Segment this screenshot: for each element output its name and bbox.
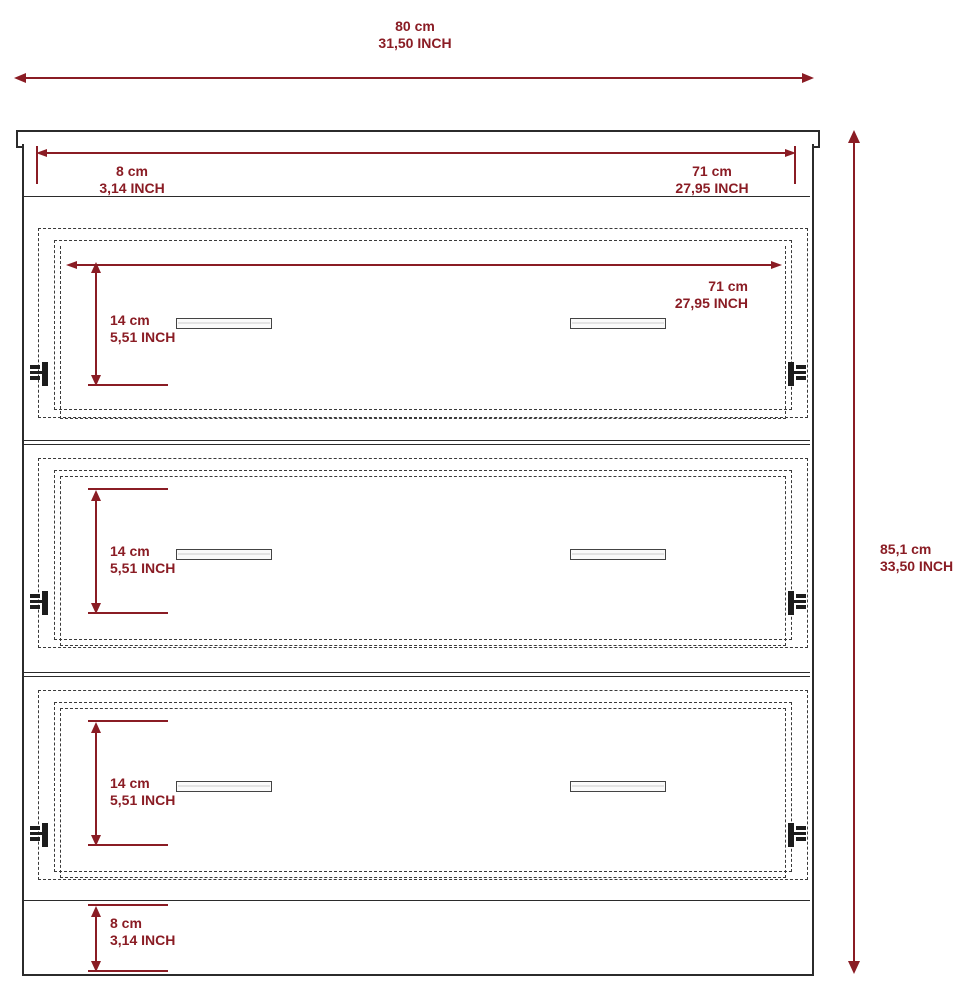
drawer-3-height-inch: 5,51 INCH — [110, 792, 176, 808]
drawer-1-slide-left — [30, 362, 52, 388]
drawer-1-height-arrow — [88, 262, 104, 386]
drawer-3-handle-right — [570, 781, 666, 792]
drawer-interior-width-arrow — [66, 258, 782, 272]
overall-width-arrow — [14, 70, 814, 86]
drawer-1-slide-right — [784, 362, 806, 388]
interior-width-top-inch: 27,95 INCH — [675, 180, 749, 196]
drawer-2-height-label — [110, 543, 175, 577]
base-tick-bottom — [88, 970, 168, 972]
overall-height-label — [880, 541, 953, 575]
base-height-label — [110, 915, 175, 949]
drawer-2-height-inch: 5,51 INCH — [110, 560, 176, 576]
divider-1b — [22, 444, 810, 445]
top-tick-right — [794, 146, 796, 184]
drawer-1-height-cm: 14 cm — [110, 312, 150, 328]
drawer-3-slide-right — [784, 823, 806, 849]
drawer-3-handle-left — [176, 781, 272, 792]
drawer-2-height-arrow — [88, 490, 104, 614]
drawer-1-handle-right — [570, 318, 666, 329]
top-offset-inch: 3,14 INCH — [99, 180, 165, 196]
divider-3 — [22, 900, 810, 901]
drawer-3-slide-left — [30, 823, 52, 849]
divider-2b — [22, 676, 810, 677]
drawer-3-tick-bottom — [88, 844, 168, 846]
drawer-interior-width-cm: 71 cm — [708, 278, 748, 294]
drawer-2-tick-bottom — [88, 612, 168, 614]
drawer-2-height-cm: 14 cm — [110, 543, 150, 559]
drawer-2-slide-right — [784, 591, 806, 617]
overall-height-inch: 33,50 INCH — [880, 558, 954, 574]
drawer-3-tick-top — [88, 720, 168, 722]
interior-width-top-label — [675, 163, 748, 197]
overall-width-inch: 31,50 INCH — [378, 35, 452, 51]
divider-2 — [22, 672, 810, 673]
base-tick-top — [88, 904, 168, 906]
drawer-3-height-label — [110, 775, 175, 809]
drawer-2-handle-right — [570, 549, 666, 560]
drawer-1-height-label — [110, 312, 175, 346]
drawer-interior-width-inch: 27,95 INCH — [674, 295, 748, 311]
drawer-1-handle-left — [176, 318, 272, 329]
divider-1 — [22, 440, 810, 441]
drawer-3-height-cm: 14 cm — [110, 775, 150, 791]
drawer-2-handle-left — [176, 549, 272, 560]
top-offset-cm: 8 cm — [116, 163, 148, 179]
top-offset-label — [99, 163, 164, 197]
drawer-2-tick-top — [88, 488, 168, 490]
interior-width-top-cm: 71 cm — [692, 163, 732, 179]
drawer-1-height-tick — [88, 384, 168, 386]
drawer-3-height-arrow — [88, 722, 104, 846]
overall-height-arrow — [846, 130, 862, 974]
overall-width-cm: 80 cm — [395, 18, 435, 34]
overall-height-cm: 85,1 cm — [880, 541, 932, 557]
drawer-1-height-inch: 5,51 INCH — [110, 329, 176, 345]
base-height-arrow — [88, 906, 104, 972]
drawer-2-slide-left — [30, 591, 52, 617]
top-tick-left — [36, 146, 38, 184]
drawer-interior-width-label — [608, 278, 748, 312]
base-height-inch: 3,14 INCH — [110, 932, 176, 948]
overall-width-label — [378, 18, 451, 52]
top-interior-width-arrow — [36, 146, 796, 160]
base-height-cm: 8 cm — [110, 915, 142, 931]
